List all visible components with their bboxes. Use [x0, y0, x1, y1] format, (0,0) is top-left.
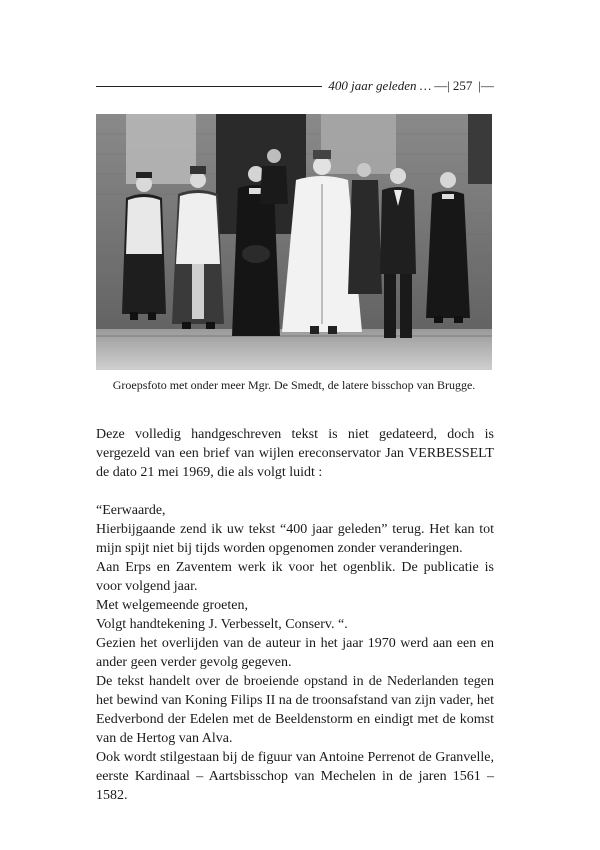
body-paragraph: Ook wordt stilgestaan bij de figuur van Antoine Perrenot de Granvelle, eerste Kardinaal – Aartsbisschop van Mechelen in de jaren 1561 – 1582.: [96, 750, 494, 803]
body-text: [96, 425, 494, 805]
header-separator-left: —|: [434, 78, 450, 93]
page-number: 257: [452, 78, 473, 93]
header-rule: [96, 86, 322, 87]
letter-line: Volgt handtekening J. Verbesselt, Conserv. “.: [96, 617, 348, 632]
body-paragraph: De tekst handelt over de broeiende opstand in de Nederlanden tegen het bewind van Koning Filips II na de troonsafstand van zijn vader, het Eedverbond der Edelen met de Beeldenstorm en eindigt met de komst van de Hertog van Alva.: [96, 674, 494, 746]
letter-line: “Eerwaarde,: [96, 503, 166, 518]
running-title: 400 jaar geleden …: [328, 78, 432, 93]
header-separator-right: |—: [478, 78, 494, 93]
group-photo: [96, 114, 492, 370]
letter-line: Hierbijgaande zend ik uw tekst “400 jaar geleden” terug. Het kan tot mijn spijt niet bij tijds worden opgenomen zonder veranderingen.: [96, 522, 494, 556]
running-header: [96, 76, 494, 96]
group-photo-illustration: [96, 114, 492, 370]
body-paragraph: Gezien het overlijden van de auteur in het jaar 1970 werd aan een en ander geen verder gevolg gegeven.: [96, 636, 494, 670]
photo-caption: Groepsfoto met onder meer Mgr. De Smedt, de latere bisschop van Brugge.: [112, 378, 476, 392]
intro-paragraph: Deze volledig handgeschreven tekst is niet gedateerd, doch is vergezeld van een brief van wijlen ereconservator Jan VERBESSELT de dato 21 mei 1969, die als volgt luidt :: [96, 427, 494, 480]
letter-line: Aan Erps en Zaventem werk ik voor het ogenblik. De publicatie is voor volgend jaar.: [96, 560, 494, 594]
letter-line: Met welgemeende groeten,: [96, 598, 248, 613]
